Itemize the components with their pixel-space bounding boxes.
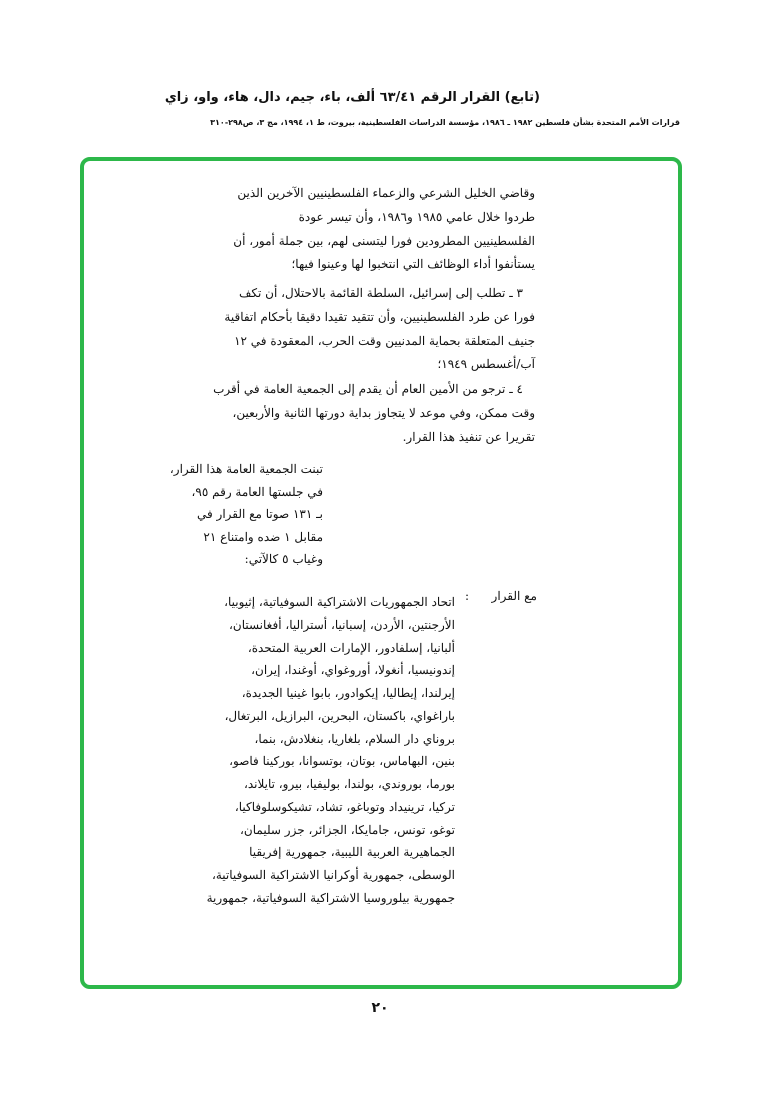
text-line: الأرجنتين، الأردن، إسبانيا، أستراليا، أفغانستان، [229, 617, 455, 632]
text-line: الوسطى، جمهورية أوكرانيا الاشتراكية السوفياتية، [211, 868, 455, 882]
in-favour-label: مع القرار [491, 589, 537, 603]
text-line: ٤ ـ ترجو من الأمين العام أن يقدم إلى الجمعية العامة في أقرب [213, 382, 523, 396]
text-line: تركيا، ترينيداد وتوباغو، تشاد، تشيكوسلوفاكيا، [234, 799, 455, 814]
text-line: جمهورية بيلوروسيا الاشتراكية السوفياتية، جمهورية [206, 890, 455, 905]
text-line: الجماهيرية العربية الليبية، جمهورية إفريقيا [249, 845, 455, 860]
text-line: وقت ممكن، وفي موعد لا يتجاوز بداية دورتها الثانية والأربعين، [232, 405, 535, 420]
in-favour-country-list [205, 591, 455, 910]
text-line: تقريرا عن تنفيذ هذا القرار. [402, 429, 535, 444]
text-line: فورا عن طرد الفلسطينيين، وأن تتقيد تقيدا دقيقا بأحكام اتفاقية [224, 309, 535, 324]
text-line: تبنت الجمعية العامة هذا القرار، [169, 462, 323, 476]
text-line: يستأنفوا أداء الوظائف التي انتخبوا لها وعينوا فيها؛ [291, 257, 535, 272]
text-line: مقابل ١ ضده وامتناع ٢١ [203, 529, 323, 544]
text-line: بروناي دار السلام، بلغاريا، بنغلادش، بنما، [254, 731, 455, 746]
text-line: ألبانيا، إسلفادور، الإمارات العربية المتحدة، [247, 640, 455, 655]
page-number: ٢٠ [371, 1000, 389, 1016]
text-line: الفلسطينيين المطرودين فورا ليتسنى لهم، بين جملة أمور، أن [233, 233, 535, 248]
in-favour-colon: : [464, 589, 470, 603]
paragraph-4 [205, 378, 535, 449]
text-line: بورما، بوروندي، بولندا، بوليفيا، بيرو، تايلاند، [243, 777, 455, 791]
text-line: ٣ ـ تطلب إلى إسرائيل، السلطة القائمة بالاحتلال، أن تكف [238, 286, 523, 300]
paragraph-3 [205, 282, 535, 377]
text-line: في جلستها العامة رقم ٩٥، [191, 484, 323, 499]
text-line: وغياب ٥ كالآتي: [244, 552, 323, 567]
text-line: توغو، تونس، جامايكا، الجزائر، جزر سليمان، [240, 822, 455, 837]
adoption-note [169, 458, 323, 571]
text-line: بـ ١٣١ صوتا مع القرار في [196, 507, 323, 522]
document-source-citation: قرارات الأمم المتحدة بشأن فلسطين ١٩٨٢ ـ ١٩٨٦، مؤسسة الدراسات الفلسطينية، بيروت، ط ١، ١٩٩٤، مج ٣، ص٢٩٨-٣١٠ [210, 118, 680, 127]
text-line: وقاضي الخليل الشرعي والزعماء الفلسطينيين الآخرين الذين [237, 186, 535, 200]
text-line: آب/أغسطس ١٩٤٩؛ [437, 357, 535, 372]
text-line: جنيف المتعلقة بحماية المدنيين وقت الحرب، المعقودة في ١٢ [234, 333, 535, 348]
document-header-title: (تابع) القرار الرقم ٦٣/٤١ ألف، باء، جيم، دال، هاء، واو، زاي [164, 90, 540, 105]
text-line: إيرلندا، إيطاليا، إيكوادور، بابوا غينيا الجديدة، [241, 686, 455, 700]
text-line: بنين، البهاماس، بوتان، بوتسوانا، بوركينا فاصو، [229, 754, 455, 769]
text-line: باراغواي، باكستان، البحرين، البرازيل، البرتغال، [224, 708, 455, 723]
text-line: اتحاد الجمهوريات الاشتراكية السوفياتية، إثيوبيا، [224, 595, 455, 609]
paragraph-continuation [205, 182, 535, 277]
text-line: إندونيسيا، أنغولا، أوروغواي، أوغندا، إيران، [251, 663, 455, 678]
text-line: طردوا خلال عامي ١٩٨٥ و١٩٨٦، وأن تيسر عودة [298, 209, 535, 224]
